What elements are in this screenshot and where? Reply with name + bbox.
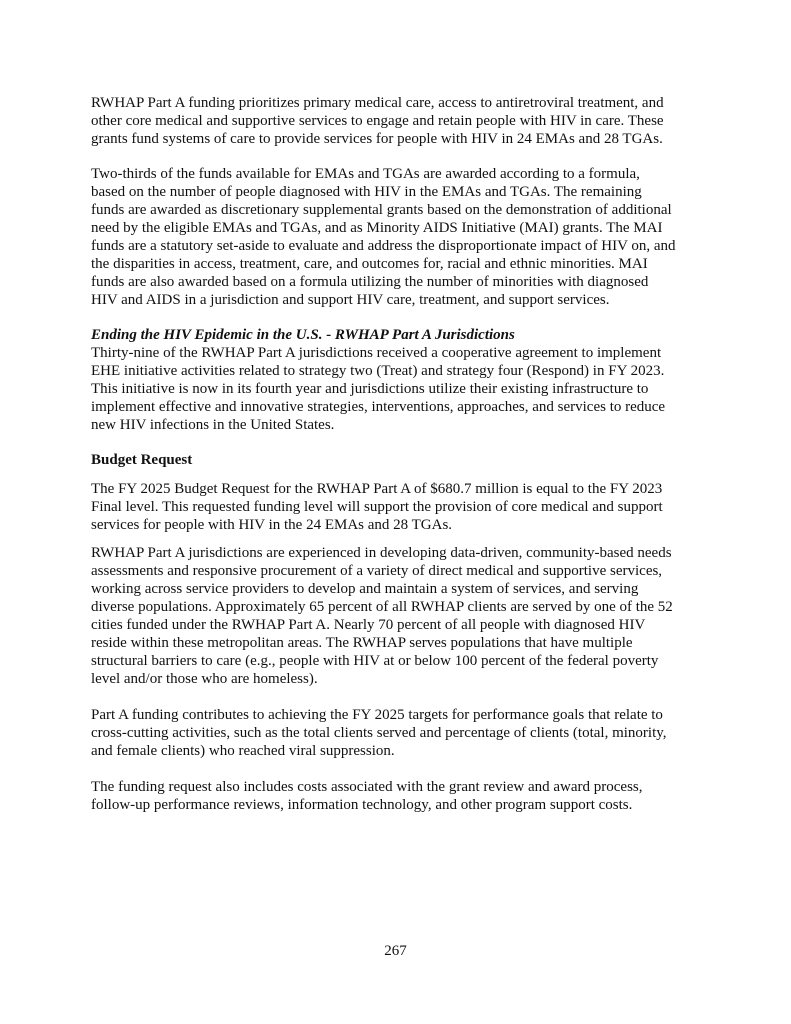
text-line: The funding request also includes costs associated with the grant review and award process, [91,779,643,795]
text-line: new HIV infections in the United States. [91,417,335,433]
text-line: cities funded under the RWHAP Part A. Nearly 70 percent of all people with diagnosed HIV [91,617,646,633]
text-line: assessments and responsive procurement of a variety of direct medical and supportive services, [91,563,663,579]
heading-ehe-jurisdictions: Ending the HIV Epidemic in the U.S. - RWHAP Part A Jurisdictions [91,327,515,343]
paragraph-funding-costs [91,778,643,814]
text-line: HIV and AIDS in a jurisdiction and support HIV care, treatment, and support services. [91,292,610,308]
text-line: funds are also awarded based on a formula utilizing the number of minorities with diagnosed [91,274,649,290]
text-line: based on the number of people diagnosed with HIV in the EMAs and TGAs. The remaining [91,184,642,200]
text-line: working across service providers to develop and maintain a system of services, and serving [91,581,639,597]
text-line: EHE initiative activities related to strategy two (Treat) and strategy four (Respond) in FY 2023. [91,363,665,379]
text-line: This initiative is now in its fourth year and jurisdictions utilize their existing infrastructure to [91,381,649,397]
text-line: follow-up performance reviews, information technology, and other program support costs. [91,797,633,813]
text-line: Thirty-nine of the RWHAP Part A jurisdictions received a cooperative agreement to implement [91,345,662,361]
paragraph-performance-goals [91,706,667,760]
text-line: other core medical and supportive services to engage and retain people with HIV in care. These [91,113,664,129]
text-line: need by the eligible EMAs and TGAs, and as Minority AIDS Initiative (MAI) grants. The MAI [91,220,663,236]
heading-budget-request: Budget Request [91,452,193,468]
paragraph-part-a-funding [91,94,664,148]
text-line: and female clients) who reached viral suppression. [91,743,395,759]
text-line: grants fund systems of care to provide services for people with HIV in 24 EMAs and 28 TGAs. [91,131,663,147]
text-line: funds are a statutory set-aside to evaluate and address the disproportionate impact of HIV on, and [91,238,676,254]
text-line: Part A funding contributes to achieving the FY 2025 targets for performance goals that relate to [91,707,663,723]
paragraph-two-thirds-formula [91,165,676,309]
text-line: RWHAP Part A jurisdictions are experienced in developing data-driven, community-based needs [91,545,672,561]
text-line: Two-thirds of the funds available for EMAs and TGAs are awarded according to a formula, [91,166,640,182]
text-line: funds are awarded as discretionary supplemental grants based on the demonstration of additional [91,202,672,218]
text-line: structural barriers to care (e.g., people with HIV at or below 100 percent of the federal poverty [91,653,659,669]
text-line: the disparities in access, treatment, care, and outcomes for, racial and ethnic minorities. MAI [91,256,648,272]
text-line: reside within these metropolitan areas. The RWHAP serves populations that have multiple [91,635,633,651]
paragraph-ehe [91,344,665,434]
text-line: The FY 2025 Budget Request for the RWHAP Part A of $680.7 million is equal to the FY 2023 [91,481,663,497]
text-line: diverse populations. Approximately 65 percent of all RWHAP clients are served by one of the 52 [91,599,673,615]
paragraph-jurisdictions [91,544,673,688]
text-line: implement effective and innovative strategies, interventions, approaches, and services to reduce [91,399,666,415]
text-line: cross-cutting activities, such as the total clients served and percentage of clients (total, minority, [91,725,667,741]
text-line: Final level. This requested funding level will support the provision of core medical and support [91,499,663,515]
text-line: services for people with HIV in the 24 EMAs and 28 TGAs. [91,517,453,533]
paragraph-budget-amount [91,480,663,534]
text-line: RWHAP Part A funding prioritizes primary medical care, access to antiretroviral treatment, and [91,95,664,111]
text-line: level and/or those who are homeless). [91,671,318,687]
page-number: 267 [384,943,407,959]
